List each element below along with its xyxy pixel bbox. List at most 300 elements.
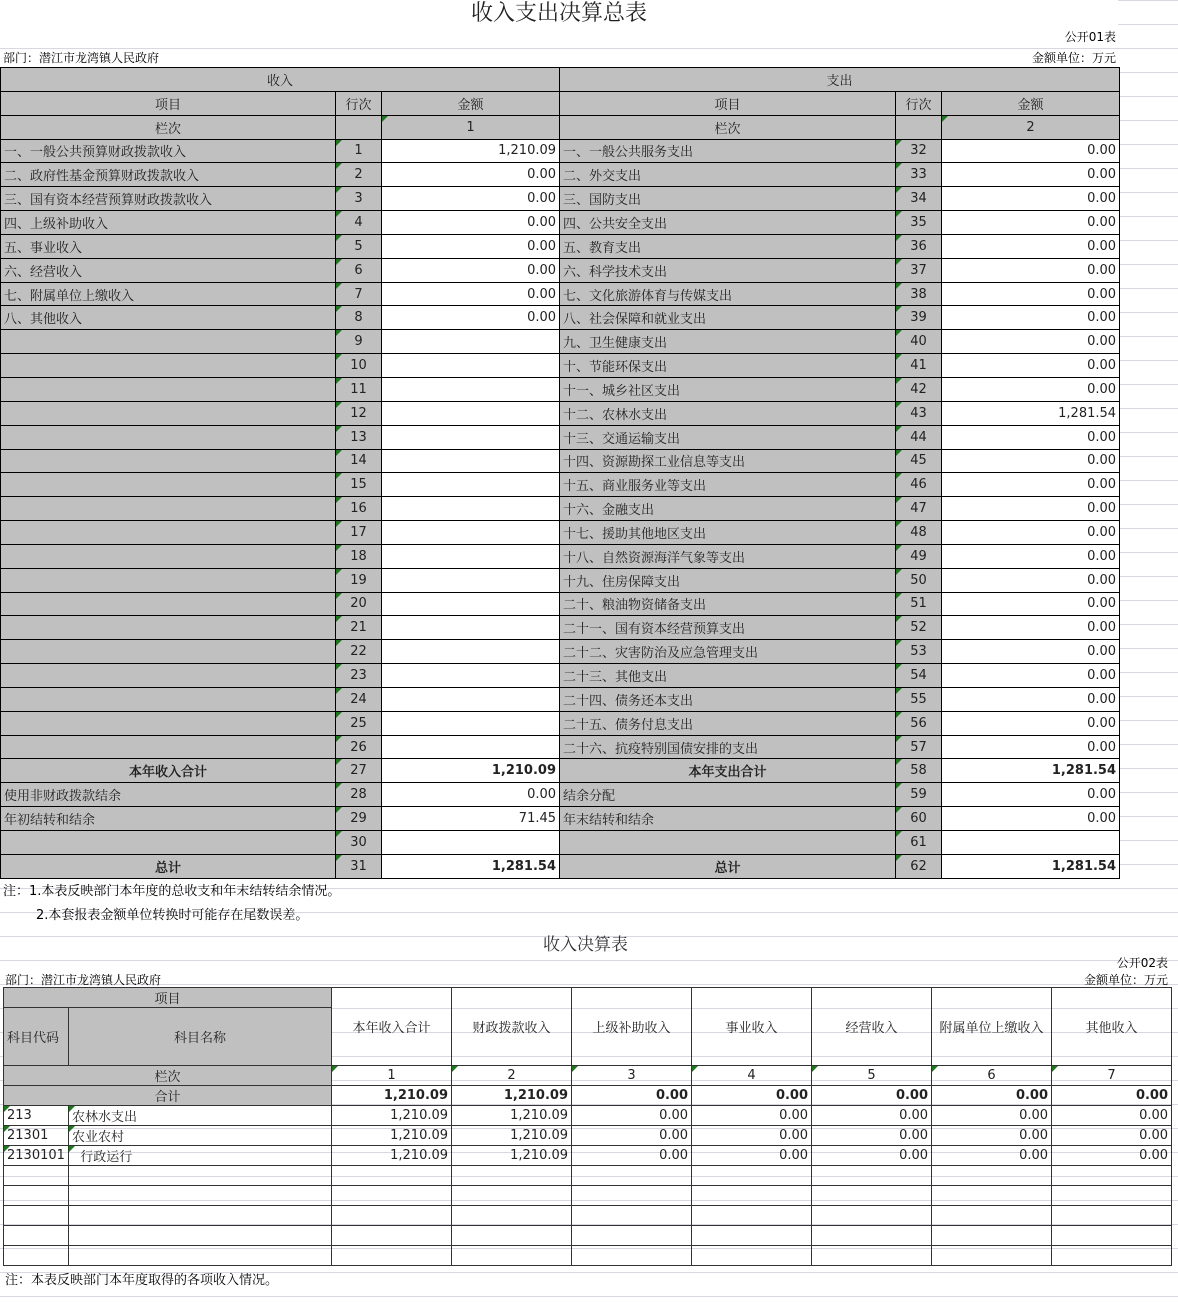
total-value: 0.00 — [1052, 1086, 1172, 1106]
table-row — [1, 377, 1120, 401]
expense-amount: 0.00 — [942, 640, 1120, 664]
col-no: 1 — [332, 1066, 452, 1086]
summary-unit: 金额单位：万元 — [1031, 51, 1116, 65]
expense-item: 十一、城乡社区支出 — [560, 377, 896, 401]
expense-item: 五、教育支出 — [560, 234, 896, 258]
expense-amount: 0.00 — [942, 497, 1120, 521]
income-amount: 1,210.09 — [382, 759, 560, 783]
income-row-no: 30 — [336, 831, 382, 855]
income-amount — [382, 449, 560, 473]
empty-cell — [4, 1206, 69, 1226]
empty-cell — [812, 1206, 932, 1226]
income-row-no: 31 — [336, 854, 382, 878]
table-row — [1, 258, 1120, 282]
value: 0.00 — [812, 1126, 932, 1146]
income-amount — [382, 568, 560, 592]
expense-row-no: 55 — [896, 687, 942, 711]
col-amount: 金额 — [942, 91, 1120, 115]
col-no: 7 — [1052, 1066, 1172, 1086]
income-row-no: 17 — [336, 521, 382, 545]
table-row — [1, 521, 1120, 545]
empty-cell — [572, 1206, 692, 1226]
expense-item: 二十一、国有资本经营预算支出 — [560, 616, 896, 640]
expense-row-no: 61 — [896, 831, 942, 855]
expense-row-no: 51 — [896, 592, 942, 616]
empty-cell — [932, 1226, 1052, 1246]
expense-row-no: 41 — [896, 354, 942, 378]
expense-item: 六、科学技术支出 — [560, 258, 896, 282]
income-amount: 1,281.54 — [382, 854, 560, 878]
empty-cell — [452, 1166, 572, 1186]
empty-cell — [812, 1226, 932, 1246]
income-unit: 金额单位：万元 — [1083, 973, 1168, 987]
empty-cell — [4, 1186, 69, 1206]
income-row-no: 15 — [336, 473, 382, 497]
income-amount — [382, 831, 560, 855]
expense-amount: 0.00 — [942, 425, 1120, 449]
expense-amount: 0.00 — [942, 449, 1120, 473]
table-row — [1, 497, 1120, 521]
value: 0.00 — [572, 1126, 692, 1146]
table-row — [1, 783, 1120, 807]
expense-amount: 0.00 — [942, 711, 1120, 735]
empty-cell — [812, 1186, 932, 1206]
income-row-no: 3 — [336, 187, 382, 211]
value: 0.00 — [932, 1146, 1052, 1166]
value: 0.00 — [692, 1126, 812, 1146]
table-row — [1, 139, 1120, 163]
income-table — [3, 987, 1172, 1266]
empty-cell — [896, 115, 942, 139]
value: 1,210.09 — [452, 1106, 572, 1126]
total-label: 合计 — [4, 1086, 332, 1106]
income-item: 四、上级补助收入 — [1, 211, 336, 235]
subject-name: 农业农村 — [69, 1126, 332, 1146]
empty-cell — [692, 1206, 812, 1226]
col-no: 6 — [932, 1066, 1052, 1086]
empty-row — [4, 1246, 1172, 1266]
empty-row — [4, 1206, 1172, 1226]
expense-amount: 1,281.54 — [942, 401, 1120, 425]
income-row-no: 20 — [336, 592, 382, 616]
value: 0.00 — [692, 1146, 812, 1166]
col-no: 5 — [812, 1066, 932, 1086]
income-item: 七、附属单位上缴收入 — [1, 282, 336, 306]
value: 1,210.09 — [332, 1146, 452, 1166]
empty-cell — [452, 1186, 572, 1206]
expense-row-no: 43 — [896, 401, 942, 425]
income-item — [1, 354, 336, 378]
income-amount — [382, 473, 560, 497]
income-item — [1, 711, 336, 735]
income-row-no: 21 — [336, 616, 382, 640]
empty-cell — [932, 1166, 1052, 1186]
income-item: 使用非财政拨款结余 — [1, 783, 336, 807]
expense-amount: 0.00 — [942, 521, 1120, 545]
empty-cell — [572, 1186, 692, 1206]
value: 1,210.09 — [452, 1126, 572, 1146]
income-item: 本年收入合计 — [1, 759, 336, 783]
total-value: 0.00 — [692, 1086, 812, 1106]
income-department: 部门：潜江市龙湾镇人民政府 — [5, 973, 162, 987]
expense-item: 十四、资源勘探工业信息等支出 — [560, 449, 896, 473]
summary-form-no: 公开01表 — [1064, 30, 1116, 44]
lanci-label: 栏次 — [4, 1066, 332, 1086]
empty-cell — [69, 1246, 332, 1266]
expense-amount: 0.00 — [942, 592, 1120, 616]
expense-amount: 0.00 — [942, 664, 1120, 688]
table-row — [1, 449, 1120, 473]
table-row — [1, 592, 1120, 616]
table-row — [1, 425, 1120, 449]
summary-table — [0, 67, 1120, 879]
expense-row-no: 54 — [896, 664, 942, 688]
expense-amount: 0.00 — [942, 783, 1120, 807]
empty-cell — [692, 1186, 812, 1206]
income-amount — [382, 544, 560, 568]
empty-cell — [1052, 1166, 1172, 1186]
col-amount: 金额 — [382, 91, 560, 115]
income-item: 年初结转和结余 — [1, 807, 336, 831]
expense-item: 二十四、债务还本支出 — [560, 687, 896, 711]
income-row-no: 23 — [336, 664, 382, 688]
income-row-no: 2 — [336, 163, 382, 187]
income-item: 八、其他收入 — [1, 306, 336, 330]
income-item — [1, 616, 336, 640]
total-value: 0.00 — [812, 1086, 932, 1106]
income-item: 二、政府性基金预算财政拨款收入 — [1, 163, 336, 187]
table-row — [1, 163, 1120, 187]
expense-item: 总计 — [560, 854, 896, 878]
expense-row-no: 38 — [896, 282, 942, 306]
empty-cell — [1052, 1186, 1172, 1206]
income-amount — [382, 592, 560, 616]
income-header: 收入 — [1, 68, 560, 92]
empty-cell — [4, 1246, 69, 1266]
income-item — [1, 425, 336, 449]
expense-item: 十、节能环保支出 — [560, 354, 896, 378]
income-amount: 0.00 — [382, 783, 560, 807]
income-row-no: 16 — [336, 497, 382, 521]
income-amount: 0.00 — [382, 187, 560, 211]
empty-cell — [332, 1186, 452, 1206]
expense-item: 四、公共安全支出 — [560, 211, 896, 235]
income-amount: 0.00 — [382, 234, 560, 258]
empty-cell — [932, 1246, 1052, 1266]
expense-row-no: 62 — [896, 854, 942, 878]
value: 0.00 — [932, 1126, 1052, 1146]
empty-cell — [452, 1206, 572, 1226]
empty-cell — [332, 1246, 452, 1266]
expense-item: 十三、交通运输支出 — [560, 425, 896, 449]
subject-code: 21301 — [4, 1126, 69, 1146]
income-row-no: 27 — [336, 759, 382, 783]
summary-department: 部门：潜江市龙湾镇人民政府 — [3, 51, 160, 65]
summary-title: 收入支出决算总表 — [0, 0, 1118, 27]
col-header-4: 事业收入 — [692, 988, 812, 1066]
empty-cell — [452, 1226, 572, 1246]
income-amount — [382, 640, 560, 664]
income-amount: 0.00 — [382, 163, 560, 187]
income-item — [1, 330, 336, 354]
empty-cell — [4, 1226, 69, 1246]
empty-cell — [1052, 1206, 1172, 1226]
empty-cell — [69, 1206, 332, 1226]
income-amount: 0.00 — [382, 258, 560, 282]
expense-row-no: 45 — [896, 449, 942, 473]
expense-row-no: 34 — [896, 187, 942, 211]
income-amount — [382, 330, 560, 354]
table-row — [1, 640, 1120, 664]
empty-cell — [572, 1226, 692, 1246]
expense-amount: 0.00 — [942, 473, 1120, 497]
value: 1,210.09 — [332, 1106, 452, 1126]
expense-amount: 0.00 — [942, 163, 1120, 187]
expense-item: 二、外交支出 — [560, 163, 896, 187]
value: 0.00 — [1052, 1106, 1172, 1126]
subject-name: 农林水支出 — [69, 1106, 332, 1126]
expense-amount: 0.00 — [942, 330, 1120, 354]
col-name: 科目名称 — [69, 1008, 332, 1066]
income-amount: 1,210.09 — [382, 139, 560, 163]
expense-amount: 0.00 — [942, 616, 1120, 640]
table-row — [4, 1126, 1172, 1146]
income-amount — [382, 354, 560, 378]
income-row-no: 29 — [336, 807, 382, 831]
expense-amount: 1,281.54 — [942, 759, 1120, 783]
income-item: 五、事业收入 — [1, 234, 336, 258]
empty-cell — [692, 1166, 812, 1186]
expense-item: 八、社会保障和就业支出 — [560, 306, 896, 330]
table-row — [1, 735, 1120, 759]
expense-row-no: 32 — [896, 139, 942, 163]
income-amount — [382, 711, 560, 735]
expense-amount: 0.00 — [942, 687, 1120, 711]
col-row: 行次 — [896, 91, 942, 115]
income-item — [1, 544, 336, 568]
expense-amount: 0.00 — [942, 544, 1120, 568]
subject-name: 行政运行 — [69, 1146, 332, 1166]
table-row — [1, 544, 1120, 568]
income-amount — [382, 377, 560, 401]
table-row — [1, 759, 1120, 783]
expense-row-no: 37 — [896, 258, 942, 282]
expense-row-no: 52 — [896, 616, 942, 640]
value: 0.00 — [692, 1106, 812, 1126]
income-row-no: 13 — [336, 425, 382, 449]
table-row — [1, 211, 1120, 235]
expense-row-no: 53 — [896, 640, 942, 664]
value: 0.00 — [1052, 1146, 1172, 1166]
income-item — [1, 449, 336, 473]
empty-cell — [1052, 1226, 1172, 1246]
empty-cell — [336, 115, 382, 139]
income-row-no: 5 — [336, 234, 382, 258]
empty-cell — [932, 1206, 1052, 1226]
expense-row-no: 48 — [896, 521, 942, 545]
income-amount: 0.00 — [382, 211, 560, 235]
income-amount — [382, 616, 560, 640]
expense-item: 七、文化旅游体育与传媒支出 — [560, 282, 896, 306]
expense-amount: 0.00 — [942, 211, 1120, 235]
income-amount — [382, 687, 560, 711]
value: 1,210.09 — [452, 1146, 572, 1166]
income-row-no: 24 — [336, 687, 382, 711]
subject-code: 213 — [4, 1106, 69, 1126]
income-row-no: 14 — [336, 449, 382, 473]
summary-note-2: 2.本套报表金额单位转换时可能存在尾数误差。 — [36, 908, 309, 923]
total-value: 1,210.09 — [452, 1086, 572, 1106]
expense-item: 十二、农林水支出 — [560, 401, 896, 425]
income-item: 三、国有资本经营预算财政拨款收入 — [1, 187, 336, 211]
income-row-no: 12 — [336, 401, 382, 425]
expense-row-no: 50 — [896, 568, 942, 592]
expense-item — [560, 831, 896, 855]
empty-cell — [332, 1206, 452, 1226]
expense-item: 三、国防支出 — [560, 187, 896, 211]
value: 1,210.09 — [332, 1126, 452, 1146]
empty-cell — [4, 1166, 69, 1186]
income-item: 六、经营收入 — [1, 258, 336, 282]
expense-item: 二十、粮油物资储备支出 — [560, 592, 896, 616]
income-item — [1, 592, 336, 616]
col-header-3: 上级补助收入 — [572, 988, 692, 1066]
value: 0.00 — [572, 1106, 692, 1126]
empty-cell — [1052, 1246, 1172, 1266]
empty-cell — [332, 1166, 452, 1186]
income-row-no: 8 — [336, 306, 382, 330]
table-row — [1, 473, 1120, 497]
expense-amount: 0.00 — [942, 282, 1120, 306]
col-header-7: 其他收入 — [1052, 988, 1172, 1066]
expense-row-no: 46 — [896, 473, 942, 497]
lanci-label: 栏次 — [560, 115, 896, 139]
income-amount — [382, 401, 560, 425]
expense-row-no: 60 — [896, 807, 942, 831]
expense-row-no: 39 — [896, 306, 942, 330]
expense-amount: 0.00 — [942, 139, 1120, 163]
col-code: 科目代码 — [4, 1008, 69, 1066]
table-row — [1, 711, 1120, 735]
income-item: 一、一般公共预算财政拨款收入 — [1, 139, 336, 163]
col-header-1: 本年收入合计 — [332, 988, 452, 1066]
expense-col-no: 2 — [942, 115, 1120, 139]
income-row-no: 7 — [336, 282, 382, 306]
empty-cell — [452, 1246, 572, 1266]
expense-item: 十六、金融支出 — [560, 497, 896, 521]
empty-row — [4, 1226, 1172, 1246]
expense-amount: 1,281.54 — [942, 854, 1120, 878]
income-col-no: 1 — [382, 115, 560, 139]
expense-amount: 0.00 — [942, 354, 1120, 378]
empty-cell — [692, 1246, 812, 1266]
income-item — [1, 664, 336, 688]
income-row-no: 19 — [336, 568, 382, 592]
income-item: 总计 — [1, 854, 336, 878]
income-row-no: 6 — [336, 258, 382, 282]
income-amount: 0.00 — [382, 306, 560, 330]
expense-row-no: 56 — [896, 711, 942, 735]
total-value: 0.00 — [932, 1086, 1052, 1106]
income-amount — [382, 521, 560, 545]
income-item — [1, 497, 336, 521]
lanci-label: 栏次 — [1, 115, 336, 139]
expense-amount: 0.00 — [942, 568, 1120, 592]
income-item — [1, 687, 336, 711]
col-no: 3 — [572, 1066, 692, 1086]
income-item — [1, 377, 336, 401]
table-row — [1, 282, 1120, 306]
expense-row-no: 47 — [896, 497, 942, 521]
table-row — [1, 831, 1120, 855]
subject-code: 2130101 — [4, 1146, 69, 1166]
empty-cell — [572, 1246, 692, 1266]
income-amount — [382, 735, 560, 759]
col-item: 项目 — [1, 91, 336, 115]
expense-row-no: 44 — [896, 425, 942, 449]
expense-item: 年末结转和结余 — [560, 807, 896, 831]
expense-item: 十七、援助其他地区支出 — [560, 521, 896, 545]
table-row — [1, 234, 1120, 258]
income-amount — [382, 664, 560, 688]
table-row — [1, 664, 1120, 688]
expense-row-no: 49 — [896, 544, 942, 568]
empty-cell — [692, 1226, 812, 1246]
expense-item: 二十五、债务付息支出 — [560, 711, 896, 735]
expense-amount: 0.00 — [942, 187, 1120, 211]
income-row-no: 9 — [336, 330, 382, 354]
expense-item: 二十三、其他支出 — [560, 664, 896, 688]
income-amount — [382, 425, 560, 449]
expense-item: 本年支出合计 — [560, 759, 896, 783]
income-row-no: 18 — [336, 544, 382, 568]
value: 0.00 — [812, 1146, 932, 1166]
income-title: 收入决算表 — [543, 935, 628, 955]
table-row — [1, 687, 1120, 711]
empty-cell — [572, 1166, 692, 1186]
income-amount: 71.45 — [382, 807, 560, 831]
income-item — [1, 831, 336, 855]
empty-cell — [812, 1166, 932, 1186]
expense-row-no: 42 — [896, 377, 942, 401]
table-row — [4, 1106, 1172, 1126]
value: 0.00 — [812, 1106, 932, 1126]
expense-item: 十五、商业服务业等支出 — [560, 473, 896, 497]
income-item — [1, 401, 336, 425]
table-row — [1, 306, 1120, 330]
expense-amount: 0.00 — [942, 258, 1120, 282]
expense-item: 十八、自然资源海洋气象等支出 — [560, 544, 896, 568]
expense-item: 十九、住房保障支出 — [560, 568, 896, 592]
empty-row — [4, 1186, 1172, 1206]
expense-amount: 0.00 — [942, 377, 1120, 401]
summary-note-1: 注：1.本表反映部门本年度的总收支和年末结转结余情况。 — [3, 884, 341, 899]
income-row-no: 4 — [336, 211, 382, 235]
income-item — [1, 735, 336, 759]
expense-row-no: 57 — [896, 735, 942, 759]
col-no: 4 — [692, 1066, 812, 1086]
income-row-no: 26 — [336, 735, 382, 759]
expense-amount: 0.00 — [942, 807, 1120, 831]
expense-row-no: 33 — [896, 163, 942, 187]
expense-item: 二十六、抗疫特别国债安排的支出 — [560, 735, 896, 759]
total-value: 1,210.09 — [332, 1086, 452, 1106]
empty-cell — [69, 1166, 332, 1186]
col-header-2: 财政拨款收入 — [452, 988, 572, 1066]
income-item — [1, 521, 336, 545]
table-row — [1, 354, 1120, 378]
expense-header: 支出 — [560, 68, 1120, 92]
